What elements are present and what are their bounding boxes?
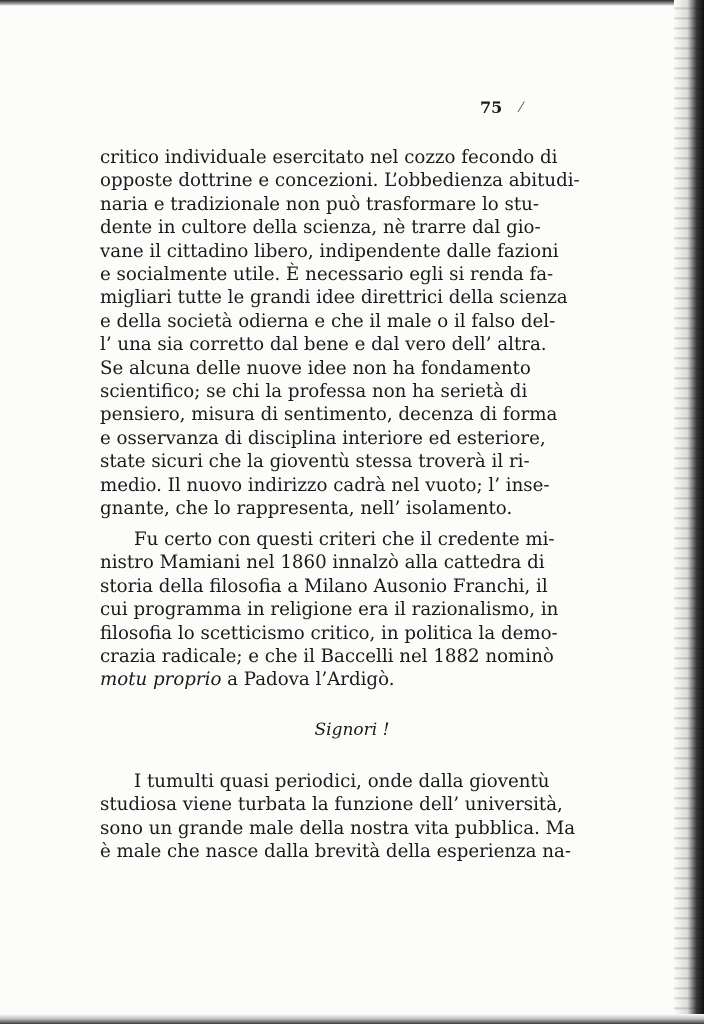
text-line (100, 668, 504, 691)
text-line: state sicuri che la gioventù stessa troverà il ri- (100, 451, 530, 473)
text-line: sono un grande male della nostra vita pubblica. Ma (100, 817, 576, 839)
text-line: l’ una sia corretto dal bene e dal vero dell’ altra. (100, 334, 547, 356)
text-line: naria e tradizionale non può trasformare lo stu- (100, 193, 539, 215)
text-line: cui programma in religione era il razionalismo, in (100, 599, 559, 621)
italic-phrase: motu proprio (100, 669, 222, 691)
scan-binding-edge (674, 0, 704, 1024)
text-line: e socialmente utile. È necessario egli si renda fa- (100, 264, 554, 286)
text-line: e osservanza di disciplina interiore ed esteriore, (100, 427, 546, 449)
text-fragment: a Padova l’Ardigò. (221, 669, 395, 691)
text-line: gnante, che lo rappresenta, nell’ isolamento. (100, 498, 513, 520)
text-line: migliari tutte le grandi idee direttrici della scienza (100, 287, 568, 309)
scan-bottom-edge (0, 1014, 704, 1024)
text-line: pensiero, misura di sentimento, decenza di forma (100, 404, 558, 426)
paragraph-2 (100, 528, 559, 692)
page-number: 75 (480, 98, 503, 117)
text-line: filosofia lo scetticismo critico, in politica la demo- (100, 622, 558, 644)
text-line: I tumulti quasi periodici, onde dalla gioventù (134, 771, 550, 792)
text-line: vane il cittadino libero, indipendente dalle fazioni (100, 240, 559, 262)
pencil-mark: ⁄ (520, 100, 523, 116)
scan-top-edge (0, 0, 704, 6)
text-line: scientifico; se chi la professa non ha serietà di (100, 381, 528, 403)
text-line: crazia radicale; e che il Baccelli nel 1882 nominò (100, 646, 554, 668)
text-line: storia della filosofia a Milano Ausonio Franchi, il (100, 575, 548, 597)
text-line: nistro Mamiani nel 1860 innalzò alla cattedra di (100, 552, 545, 574)
text-line: dente in cultore della scienza, nè trarre dal gio- (100, 217, 541, 239)
text-line: critico individuale esercitato nel cozzo fecondo di (100, 147, 558, 168)
text-line: Fu certo con questi criteri che il credente mi- (134, 529, 555, 550)
text-line: Se alcuna delle nuove idee non ha fondamento (100, 357, 531, 379)
text-line: è male che nasce dalla brevità della esperienza na- (100, 841, 571, 863)
paragraph-1 (100, 146, 580, 521)
text-line: opposte dottrine e concezioni. L’obbedienza abitudi- (100, 170, 580, 192)
paragraph-3 (100, 770, 576, 864)
text-line: medio. Il nuovo indirizzo cadrà nel vuoto; l’ inse- (100, 474, 550, 496)
text-line: studiosa viene turbata la funzione dell’ università, (100, 794, 563, 816)
text-line: e della società odierna e che il male o il falso del- (100, 310, 556, 332)
section-heading: Signori ! (314, 720, 390, 740)
